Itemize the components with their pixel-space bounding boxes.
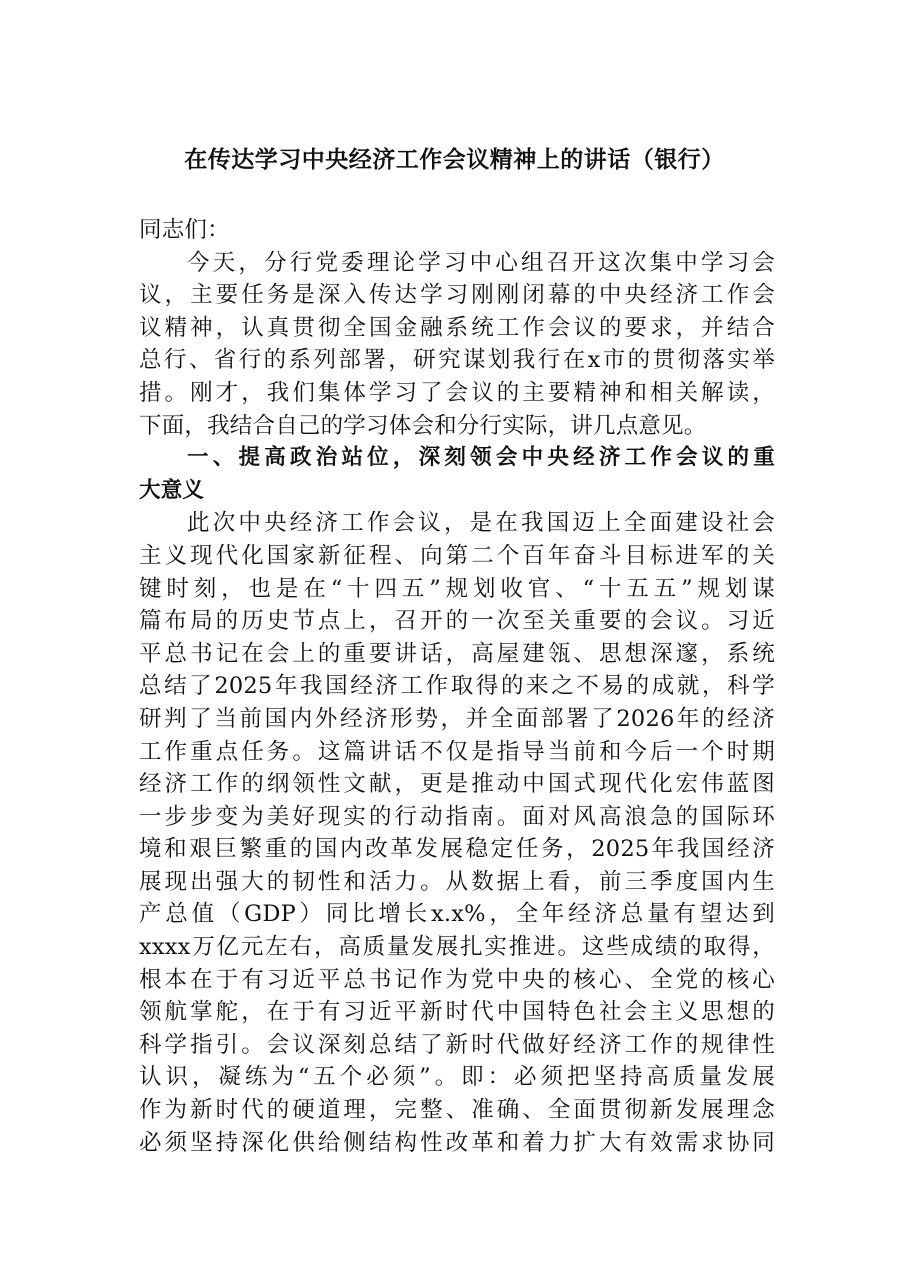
paragraph-line: 篇布局的历史节点上，召开的一次至关重要的会议。习近 (139, 608, 775, 635)
paragraph-line: 平总书记在会上的重要讲话，高屋建瓴、思想深邃，系统 (139, 640, 775, 667)
paragraph-line: 工作重点任务。这篇讲话不仅是指导当前和今后一个时期 (139, 738, 775, 765)
document-title: 在传达学习中央经济工作会议精神上的讲话（银行） (184, 146, 725, 173)
paragraph-line: 经济工作的纲领性文献，更是推动中国式现代化宏伟蓝图 (139, 771, 775, 798)
salutation: 同志们： (139, 217, 230, 243)
paragraph-line: 根本在于有习近平总书记作为党中央的核心、全党的核心 (139, 966, 775, 993)
paragraph-line: 必须坚持深化供给侧结构性改革和着力扩大有效需求协同 (139, 1129, 775, 1156)
paragraph-line: 作为新时代的硬道理，完整、准确、全面贯彻新发展理念 (139, 1097, 775, 1124)
paragraph-line: 主义现代化国家新征程、向第二个百年奋斗目标进军的关 (139, 542, 775, 569)
paragraph-line: 键时刻，也是在“十四五”规划收官、“十五五”规划谋 (139, 575, 775, 602)
document-body (139, 214, 775, 1159)
paragraph-first-line: 此次中央经济工作会议，是在我国迈上全面建设社会 (187, 510, 775, 537)
paragraph-line: 产总值（GDP）同比增长x.x%，全年经济总量有望达到 (139, 901, 775, 928)
paragraph-line: 境和艰巨繁重的国内改革发展稳定任务，2025年我国经济 (139, 836, 775, 863)
paragraph-line: 议精神，认真贯彻全国金融系统工作会议的要求，并结合 (139, 314, 775, 341)
section-heading-line: 一、提高政治站位，深刻领会中央经济工作会议的重 (187, 445, 775, 471)
paragraph-line: 措。刚才，我们集体学习了会议的主要精神和相关解读， (139, 379, 775, 406)
paragraph-last-line: 下面，我结合自己的学习体会和分行实际，讲几点意见。 (139, 412, 707, 439)
section-heading-line: 大意义 (139, 477, 205, 503)
paragraph-line: 展现出强大的韧性和活力。从数据上看，前三季度国内生 (139, 868, 775, 895)
paragraph-first-line: 今天，分行党委理论学习中心组召开这次集中学习会 (187, 249, 775, 276)
paragraph-line: 科学指引。会议深刻总结了新时代做好经济工作的规律性 (139, 1031, 775, 1058)
paragraph-line: 总结了2025年我国经济工作取得的来之不易的成就，科学 (139, 673, 775, 700)
paragraph-line: 领航掌舵，在于有习近平新时代中国特色社会主义思想的 (139, 999, 775, 1026)
paragraph-line: 一步步变为美好现实的行动指南。面对风高浪急的国际环 (139, 803, 775, 830)
paragraph-line: 研判了当前国内外经济形势，并全面部署了2026年的经济 (139, 705, 775, 732)
paragraph-line: 认识，凝练为“五个必须”。即：必须把坚持高质量发展 (139, 1064, 775, 1091)
paragraph-line: 总行、省行的系列部署，研究谋划我行在x市的贯彻落实举 (139, 347, 775, 374)
paragraph-line: xxxx万亿元左右，高质量发展扎实推进。这些成绩的取得， (139, 934, 775, 961)
paragraph-line: 议，主要任务是深入传达学习刚刚闭幕的中央经济工作会 (139, 282, 775, 309)
